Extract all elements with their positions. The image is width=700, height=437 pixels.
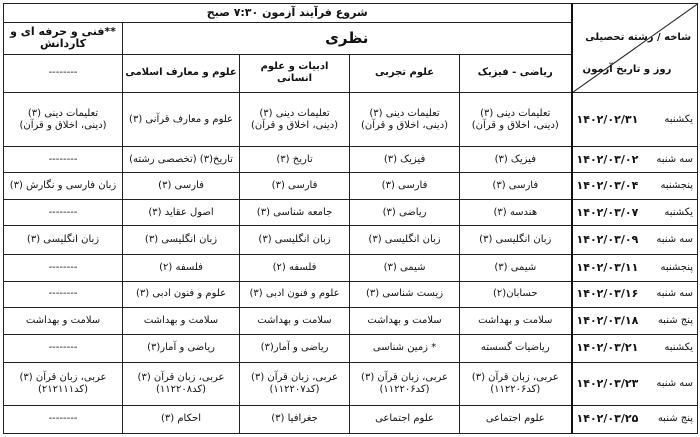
column-header-eslami: علوم و معارف اسلامی	[123, 54, 240, 92]
exam-cell-ensani: تعلیمات دینی (۳) (دینی، اخلاق و قرآن)	[240, 93, 350, 147]
date-cell	[572, 334, 698, 362]
exam-cell-riazi: حسابان(۲)	[460, 281, 572, 307]
table-row	[4, 226, 698, 254]
date-label: ۱۴۰۲/۰۳/۰۲	[576, 152, 639, 166]
day-label: سه شنبه	[656, 233, 694, 245]
exam-cell-eslami: فلسفه (۲)	[123, 254, 240, 281]
exam-cell-tajrobi: شیمی (۳)	[350, 254, 460, 281]
exam-cell-eslami: تاریخ(۳) (تخصصی رشته)	[123, 147, 240, 173]
day-label: پنجشنبه	[660, 261, 694, 273]
table-row	[4, 405, 698, 433]
table-row	[4, 281, 698, 307]
exam-cell-fanni: --------	[4, 200, 123, 226]
exam-schedule-sheet	[3, 3, 697, 434]
exam-cell-tajrobi: سلامت و بهداشت	[350, 307, 460, 334]
column-header-riazi: ریاضی - فیزیک	[460, 54, 572, 92]
corner-label-date: روز و تاریخ آزمون	[582, 64, 672, 75]
exam-cell-tajrobi: علوم اجتماعی	[350, 405, 460, 433]
exam-cell-ensani: جامعه شناسی (۳)	[240, 200, 350, 226]
column-header-tajrobi: علوم تجربی	[350, 54, 460, 92]
table-row	[4, 362, 698, 405]
date-label: ۱۴۰۲/۰۳/۱۸	[576, 313, 639, 327]
exam-cell-eslami: ریاضی و آمار(۳)	[123, 334, 240, 362]
exam-cell-riazi: سلامت و بهداشت	[460, 307, 572, 334]
exam-cell-riazi: علوم اجتماعی	[460, 405, 572, 433]
table-row	[4, 334, 698, 362]
date-cell	[572, 173, 698, 200]
table-row	[4, 200, 698, 226]
exam-cell-fanni: --------	[4, 147, 123, 173]
table-row	[4, 254, 698, 281]
exam-cell-tajrobi: فارسی (۳)	[350, 173, 460, 200]
date-label: ۱۴۰۲/۰۲/۳۱	[576, 112, 639, 126]
exam-cell-fanni: --------	[4, 405, 123, 433]
date-cell	[572, 254, 698, 281]
page-title: شروع فرآیند آزمون ۷:۳۰ صبح	[4, 4, 572, 23]
exam-cell-tajrobi: تعلیمات دینی (۳) (دینی، اخلاق و قرآن)	[350, 93, 460, 147]
exam-cell-riazi: ریاضیات گسسته	[460, 334, 572, 362]
exam-cell-tajrobi: فیزیک (۳)	[350, 147, 460, 173]
exam-cell-fanni: زبان انگلیسی (۳)	[4, 226, 123, 254]
date-label: ۱۴۰۲/۰۳/۱۱	[576, 260, 639, 274]
exam-cell-ensani: عربی، زبان قرآن (۳) (کد۱۱۲۲۰۷)	[240, 362, 350, 405]
date-label: ۱۴۰۲/۰۳/۲۱	[576, 341, 639, 355]
day-label: پنجشنبه	[660, 180, 694, 192]
date-cell	[572, 362, 698, 405]
exam-cell-fanni: تعلیمات دینی (۳) (دینی، اخلاق و قرآن)	[4, 93, 123, 147]
exam-cell-eslami: احکام (۳)	[123, 405, 240, 433]
date-cell	[572, 405, 698, 433]
exam-cell-fanni: --------	[4, 254, 123, 281]
exam-cell-fanni: عربی، زبان قرآن (۳) (کد۲۱۲۱۱۱)	[4, 362, 123, 405]
day-label: یکشنبه	[664, 206, 694, 218]
exam-cell-ensani: سلامت و بهداشت	[240, 307, 350, 334]
date-cell	[572, 307, 698, 334]
exam-cell-fanni: زبان فارسی و نگارش (۳)	[4, 173, 123, 200]
day-label: یکشنبه	[664, 342, 694, 354]
exam-cell-fanni: --------	[4, 281, 123, 307]
day-label: سه شنبه	[656, 288, 694, 300]
date-label: ۱۴۰۲/۰۳/۱۶	[576, 287, 639, 301]
exam-cell-riazi: هندسه (۳)	[460, 200, 572, 226]
exam-cell-ensani: زبان انگلیسی (۳)	[240, 226, 350, 254]
exam-cell-eslami: سلامت و بهداشت	[123, 307, 240, 334]
day-label: سه شنبه	[656, 153, 694, 165]
exam-cell-tajrobi: زیست شناسی (۳)	[350, 281, 460, 307]
exam-cell-eslami: زبان انگلیسی (۳)	[123, 226, 240, 254]
exam-cell-eslami: علوم و معارف قرآنی (۳)	[123, 93, 240, 147]
day-label: سه شنبه	[656, 377, 694, 389]
corner-header-cell	[572, 4, 698, 93]
nazari-group-header: نظری	[123, 23, 572, 55]
exam-cell-ensani: ریاضی و آمار(۳)	[240, 334, 350, 362]
date-label: ۱۴۰۲/۰۳/۲۳	[576, 376, 639, 390]
exam-cell-fanni: --------	[4, 334, 123, 362]
exam-cell-riazi: تعلیمات دینی (۳) (دینی، اخلاق و قرآن)	[460, 93, 572, 147]
day-label: پنج شنبه	[657, 314, 694, 326]
date-cell	[572, 147, 698, 173]
exam-cell-ensani: فارسی (۳)	[240, 173, 350, 200]
exam-cell-riazi: فیزیک (۳)	[460, 147, 572, 173]
exam-cell-eslami: عربی، زبان قرآن (۳) (کد۱۱۲۲۰۸)	[123, 362, 240, 405]
exam-cell-tajrobi: ریاضی (۳)	[350, 200, 460, 226]
table-row	[4, 93, 698, 147]
exam-cell-ensani: تاریخ (۳)	[240, 147, 350, 173]
exam-cell-tajrobi: زبان انگلیسی (۳)	[350, 226, 460, 254]
date-label: ۱۴۰۲/۰۳/۰۷	[576, 205, 639, 219]
exam-cell-riazi: شیمی (۳)	[460, 254, 572, 281]
corner-diagonal-line	[573, 4, 698, 92]
exam-cell-eslami: فارسی (۳)	[123, 173, 240, 200]
table-row	[4, 147, 698, 173]
exam-cell-ensani: جغرافیا (۳)	[240, 405, 350, 433]
corner-label-branch: شاخه / رشته تحصیلی	[585, 32, 692, 43]
day-label: یکشنبه	[664, 113, 694, 125]
date-cell	[572, 200, 698, 226]
date-cell	[572, 226, 698, 254]
schedule-rows	[4, 93, 698, 434]
date-label: ۱۴۰۲/۰۳/۰۴	[576, 179, 639, 193]
day-label: پنج شنبه	[657, 413, 694, 425]
date-label: ۱۴۰۲/۰۳/۲۵	[576, 412, 639, 426]
date-cell	[572, 281, 698, 307]
date-cell	[572, 93, 698, 147]
table-row	[4, 307, 698, 334]
exam-cell-eslami: علوم و فنون ادبی (۳)	[123, 281, 240, 307]
fanni-group-header: **فنی و حرفه ای و کاردانش	[4, 23, 123, 55]
exam-cell-ensani: فلسفه (۲)	[240, 254, 350, 281]
column-header-ensani: ادبیات و علوم انسانی	[240, 54, 350, 92]
column-header-fanni: --------	[4, 54, 123, 92]
date-label: ۱۴۰۲/۰۳/۰۹	[576, 232, 639, 246]
exam-cell-fanni: سلامت و بهداشت	[4, 307, 123, 334]
exam-cell-riazi: زبان انگلیسی (۳)	[460, 226, 572, 254]
table-row	[4, 173, 698, 200]
exam-cell-riazi: فارسی (۳)	[460, 173, 572, 200]
exam-cell-riazi: عربی، زبان قرآن (۳) (کد۱۱۲۲۰۶)	[460, 362, 572, 405]
exam-cell-eslami: اصول عقاید (۳)	[123, 200, 240, 226]
exam-cell-ensani: علوم و فنون ادبی (۳)	[240, 281, 350, 307]
exam-schedule-table	[3, 3, 698, 434]
exam-cell-tajrobi: * زمین شناسی	[350, 334, 460, 362]
exam-cell-tajrobi: عربی، زبان قرآن (۳) (کد۱۱۲۲۰۶)	[350, 362, 460, 405]
